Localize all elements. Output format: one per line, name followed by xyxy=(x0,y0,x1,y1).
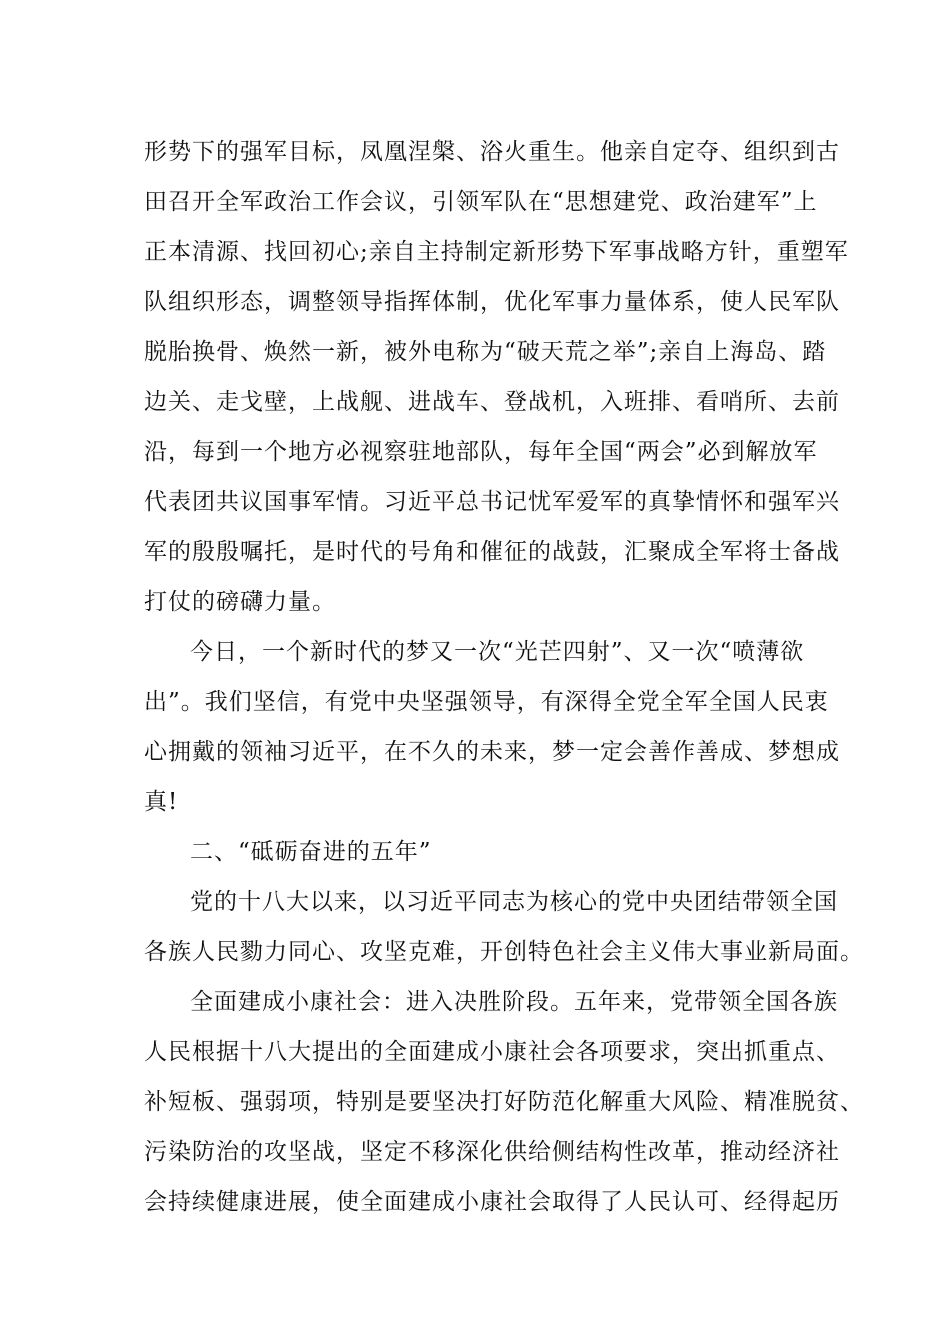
text-line: 队组织形态，调整领导指挥体制，优化军事力量体系，使人民军队 xyxy=(144,289,840,315)
text-line: 形势下的强军目标，凤凰涅槃、浴火重生。他亲自定夺、组织到古 xyxy=(144,139,840,165)
text-line: 边关、走戈壁，上战舰、进战车、登战机，入班排、看哨所、去前 xyxy=(144,389,840,415)
text-line: 各族人民勠力同心、攻坚克难，开创特色社会主义伟大事业新局面。 xyxy=(144,939,864,965)
text-line: 打仗的磅礴力量。 xyxy=(144,589,336,615)
text-line: 污染防治的攻坚战，坚定不移深化供给侧结构性改革，推动经济社 xyxy=(144,1139,840,1165)
text-line: 会持续健康进展，使全面建成小康社会取得了人民认可、经得起历 xyxy=(144,1189,840,1215)
paragraph-first-line: 全面建成小康社会：进入决胜阶段。五年来，党带领全国各族 xyxy=(190,989,838,1015)
text-line: 正本清源、找回初心;亲自主持制定新形势下军事战略方针，重塑军 xyxy=(144,239,849,265)
text-line: 沿，每到一个地方必视察驻地部队，每年全国“两会”必到解放军 xyxy=(144,439,818,465)
section-heading: 二、“砥砺奋进的五年” xyxy=(190,839,432,865)
text-line: 出”。我们坚信，有党中央坚强领导，有深得全党全军全国人民衷 xyxy=(144,689,829,715)
text-line: 代表团共议国事军情。习近平总书记忧军爱军的真挚情怀和强军兴 xyxy=(144,489,840,515)
text-line: 补短板、强弱项，特别是要坚决打好防范化解重大风险、精准脱贫、 xyxy=(144,1089,864,1115)
text-line: 心拥戴的领袖习近平，在不久的未来，梦一定会善作善成、梦想成 xyxy=(144,739,840,765)
text-line: 人民根据十八大提出的全面建成小康社会各项要求，突出抓重点、 xyxy=(144,1039,840,1065)
paragraph-first-line: 今日，一个新时代的梦又一次“光芒四射”、又一次“喷薄欲 xyxy=(190,639,805,665)
text-line: 脱胎换骨、焕然一新，被外电称为“破天荒之举”;亲自上海岛、踏 xyxy=(144,339,827,365)
text-line: 田召开全军政治工作会议，引领军队在“思想建党、政治建军”上 xyxy=(144,189,818,215)
paragraph-first-line: 党的十八大以来，以习近平同志为核心的党中央团结带领全国 xyxy=(190,889,838,915)
text-line: 真! xyxy=(144,789,179,815)
text-line: 军的殷殷嘱托，是时代的号角和催征的战鼓，汇聚成全军将士备战 xyxy=(144,539,840,565)
